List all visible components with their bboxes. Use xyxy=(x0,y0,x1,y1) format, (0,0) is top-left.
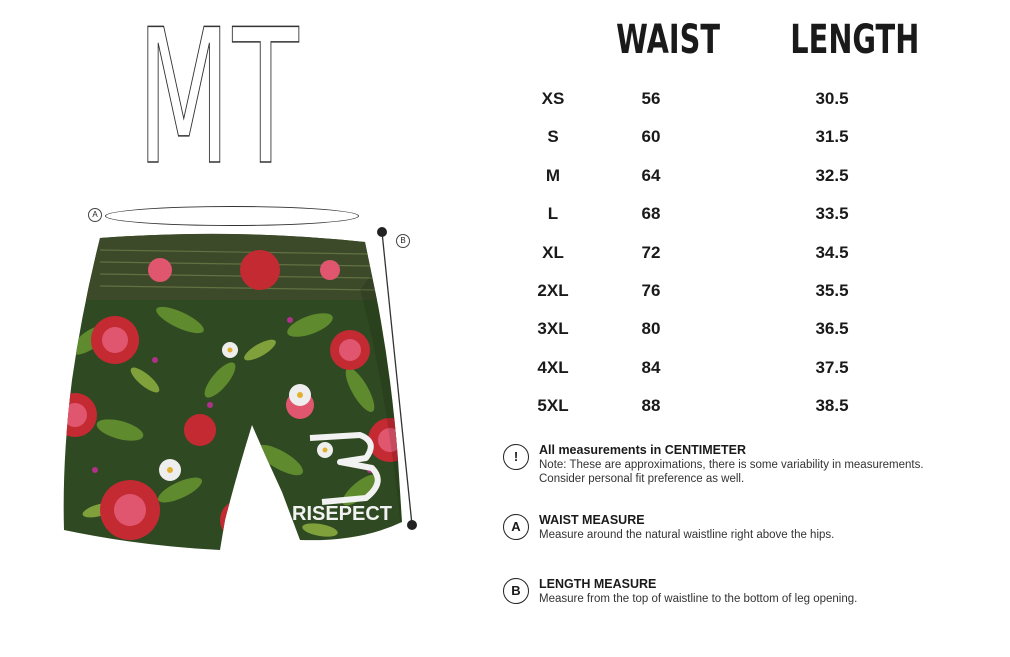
length-cell: 36.5 xyxy=(815,319,849,339)
size-cell: 2XL xyxy=(537,280,569,300)
length-column-header: LENGTH xyxy=(790,17,920,63)
size-table xyxy=(505,79,925,425)
length-cell: 37.5 xyxy=(815,357,849,377)
table-row xyxy=(505,117,925,155)
brand-text: RISEPECT xyxy=(292,503,393,525)
waist-cell: 64 xyxy=(641,165,661,185)
table-row xyxy=(505,233,925,271)
size-cell: 4XL xyxy=(537,357,569,377)
size-cell: M xyxy=(545,165,561,185)
waist-cell: 88 xyxy=(641,396,661,416)
table-row xyxy=(505,156,925,194)
size-cell: S xyxy=(547,127,559,147)
table-row xyxy=(505,348,925,386)
length-cell: 38.5 xyxy=(815,396,849,416)
note-title: LENGTH MEASURE xyxy=(539,577,657,591)
note-title: WAIST MEASURE xyxy=(539,513,645,527)
info-icon: ! xyxy=(503,444,529,470)
marker-a-icon: A xyxy=(88,208,102,222)
table-row xyxy=(505,386,925,424)
length-cell: 33.5 xyxy=(815,204,849,224)
size-cell: XL xyxy=(542,242,564,262)
size-cell: L xyxy=(547,204,559,224)
note-body xyxy=(539,592,857,606)
note-line: Measure around the natural waistline right above the hips. xyxy=(539,529,835,541)
waist-cell: 72 xyxy=(641,242,661,262)
shorts-illustration xyxy=(60,230,405,560)
length-cell: 31.5 xyxy=(815,127,849,147)
note-line: Consider personal fit preference as well. xyxy=(539,473,745,485)
size-cell: 3XL xyxy=(537,319,569,339)
length-cell: 35.5 xyxy=(815,280,849,300)
title-text: MT xyxy=(137,0,302,206)
table-row xyxy=(505,309,925,347)
table-row xyxy=(505,271,925,309)
note-body xyxy=(539,458,924,486)
length-marker-icon: B xyxy=(503,578,529,604)
size-cell: 5XL xyxy=(537,396,569,416)
note-line: Note: These are approximations, there is some variability in measurements. xyxy=(539,459,924,471)
table-row xyxy=(505,194,925,232)
waist-cell: 68 xyxy=(641,204,661,224)
waist-column-header: WAIST xyxy=(616,17,720,63)
waist-marker-icon: A xyxy=(503,514,529,540)
waist-cell: 80 xyxy=(641,319,661,339)
waist-cell: 84 xyxy=(641,357,661,377)
waist-cell: 60 xyxy=(641,127,661,147)
marker-b-icon: B xyxy=(396,234,410,248)
table-row xyxy=(505,79,925,117)
note-line: Measure from the top of waistline to the bottom of leg opening. xyxy=(539,593,858,605)
length-cell: 34.5 xyxy=(815,242,849,262)
length-cell: 32.5 xyxy=(815,165,849,185)
length-cell: 30.5 xyxy=(815,89,849,108)
note-body xyxy=(539,528,834,542)
waist-cell: 56 xyxy=(641,89,661,108)
size-cell: XS xyxy=(541,89,565,108)
note-title: All measurements in CENTIMETER xyxy=(539,443,746,457)
waist-cell: 76 xyxy=(641,280,661,300)
